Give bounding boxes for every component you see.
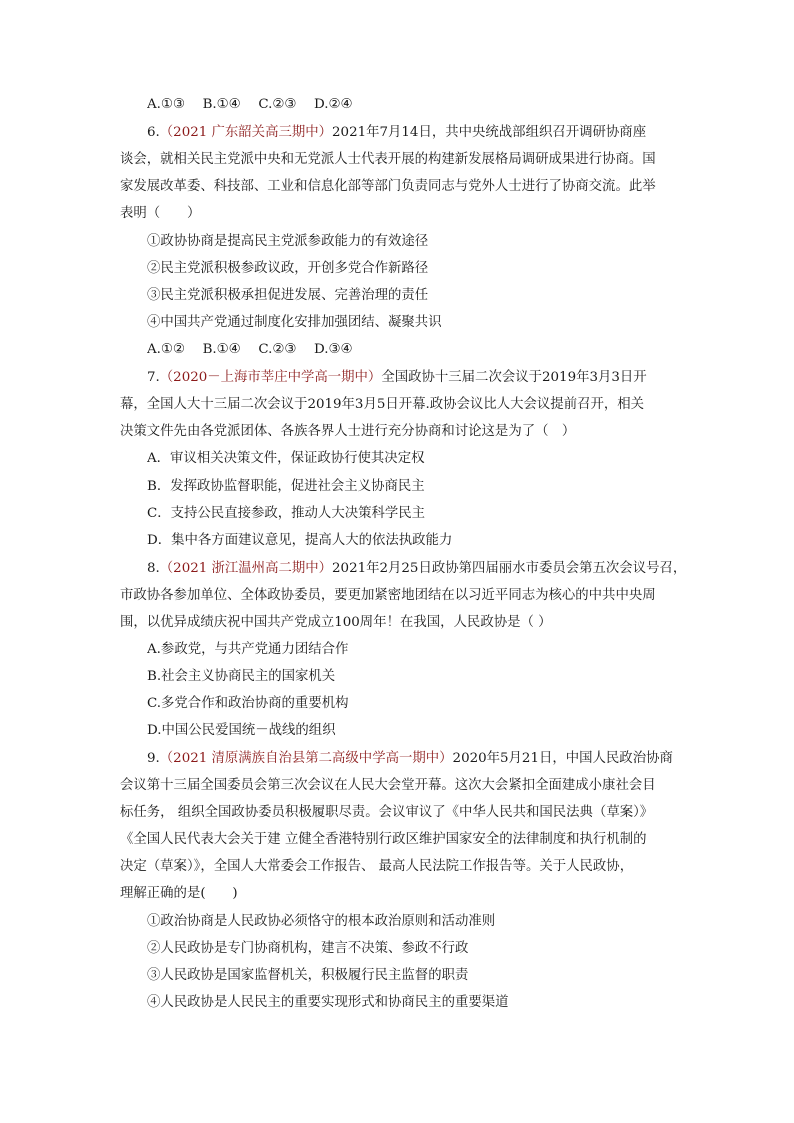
question-number: 6. <box>147 125 160 140</box>
text-line: 幕，全国人大十三届二次会议于2019年3月5日开幕.政协会议比人大会议提前召开，相关 <box>120 397 645 412</box>
option-a: A.参政党，与共产党通力团结合作 <box>147 642 349 657</box>
question-6-header <box>147 124 707 142</box>
question-source: （2021 浙江温州高二期中） <box>159 561 333 576</box>
question-number: 8. <box>147 561 160 576</box>
options-q5: A.①③ B.①④ C.②③ D.②④ <box>147 97 353 112</box>
question-number: 7. <box>147 370 160 385</box>
statement-4: ④人民政协是人民民主的重要实现形式和协商民主的重要渠道 <box>147 995 509 1010</box>
statement-2: ②人民政协是专门协商机构，建言不决策、参政不行政 <box>147 941 469 956</box>
question-text: 2021年2月25日政协第四届丽水市委员会第五次会议号召， <box>332 561 687 576</box>
question-9-header <box>147 750 707 768</box>
question-text: 全国政协十三届二次会议于2019年3月3日开 <box>381 370 647 385</box>
text-line: 表明（ ） <box>120 206 201 221</box>
question-7-header <box>147 369 707 387</box>
option-d: D.中国公民爱国统－战线的组织 <box>147 723 336 738</box>
statement-4: ④中国共产党通过制度化安排加强团结、凝聚共识 <box>147 315 442 330</box>
option-d: D．集中各方面建议意见，提高人大的依法执政能力 <box>147 533 453 548</box>
text-line: 围，以优异成绩庆祝中国共产党成立100周年！在我国，人民政协是（ ） <box>120 615 552 630</box>
statement-1: ①政治协商是人民政协必须恪守的根本政治原则和活动准则 <box>147 914 496 929</box>
text-line: 理解正确的是( ) <box>120 886 238 901</box>
option-a: A．审议相关决策文件，保证政协行使其决定权 <box>147 451 425 466</box>
text-line: 谈会，就相关民主党派中央和无党派人士代表开展的构建新发展格局调研成果进行协商。国 <box>120 152 656 167</box>
text-line: 家发展改革委、科技部、工业和信息化部等部门负责同志与党外人士进行了协商交流。此举 <box>120 179 656 194</box>
statement-2: ②民主党派积极参政议政，开创多党合作新路径 <box>147 261 429 276</box>
option-b: B.社会主义协商民主的国家机关 <box>147 669 336 684</box>
statement-3: ③民主党派积极承担促进发展、完善治理的责任 <box>147 288 429 303</box>
text-line: 会议第十三届全国委员会第三次会议在人民大会堂开幕。这次大会紧扣全面建成小康社会目 <box>120 778 656 793</box>
text-line: 市政协各参加单位、全体政协委员，要更加紧密地团结在以习近平同志为核心的中共中央周 <box>120 588 656 603</box>
text-line: 决定（草案）》，全国人大常委会工作报告、 最高人民法院工作报告等。关于人民政协， <box>120 859 634 874</box>
question-8-header <box>147 560 707 578</box>
text-line: 标任务， 组织全国政协委员积极履职尽责。会议审议了《中华人民共和国民法典（草案）》 <box>120 805 654 820</box>
question-source: （2021 广东韶关高三期中） <box>159 125 333 140</box>
question-number: 9. <box>147 751 160 766</box>
text-line: 决策文件先由各党派团体、各族各界人士进行充分协商和讨论这是为了（ ） <box>120 424 576 439</box>
question-text: 2020年5月21日，中国人民政治协商 <box>452 751 673 766</box>
statement-3: ③人民政协是国家监督机关，积极履行民主监督的职责 <box>147 968 469 983</box>
option-c: C.多党合作和政治协商的重要机构 <box>147 696 349 711</box>
options-q6: A.①② B.①④ C.②③ D.③④ <box>147 342 353 357</box>
question-text: 2021年7月14日，共中央统战部组织召开调研协商座 <box>332 125 647 140</box>
question-source: （2020－上海市莘庄中学高一期中） <box>159 370 382 385</box>
option-b: B．发挥政协监督职能，促进社会主义协商民主 <box>147 479 425 494</box>
text-line: 《全国人民代表大会关于建 立健全香港特别行政区维护国家安全的法律制度和执行机制的 <box>120 832 647 847</box>
statement-1: ①政协协商是提高民主党派参政能力的有效途径 <box>147 234 429 249</box>
option-c: C．支持公民直接参政，推动人大决策科学民主 <box>147 506 426 521</box>
question-source: （2021 清原满族自治县第二高级中学高一期中） <box>159 751 453 766</box>
